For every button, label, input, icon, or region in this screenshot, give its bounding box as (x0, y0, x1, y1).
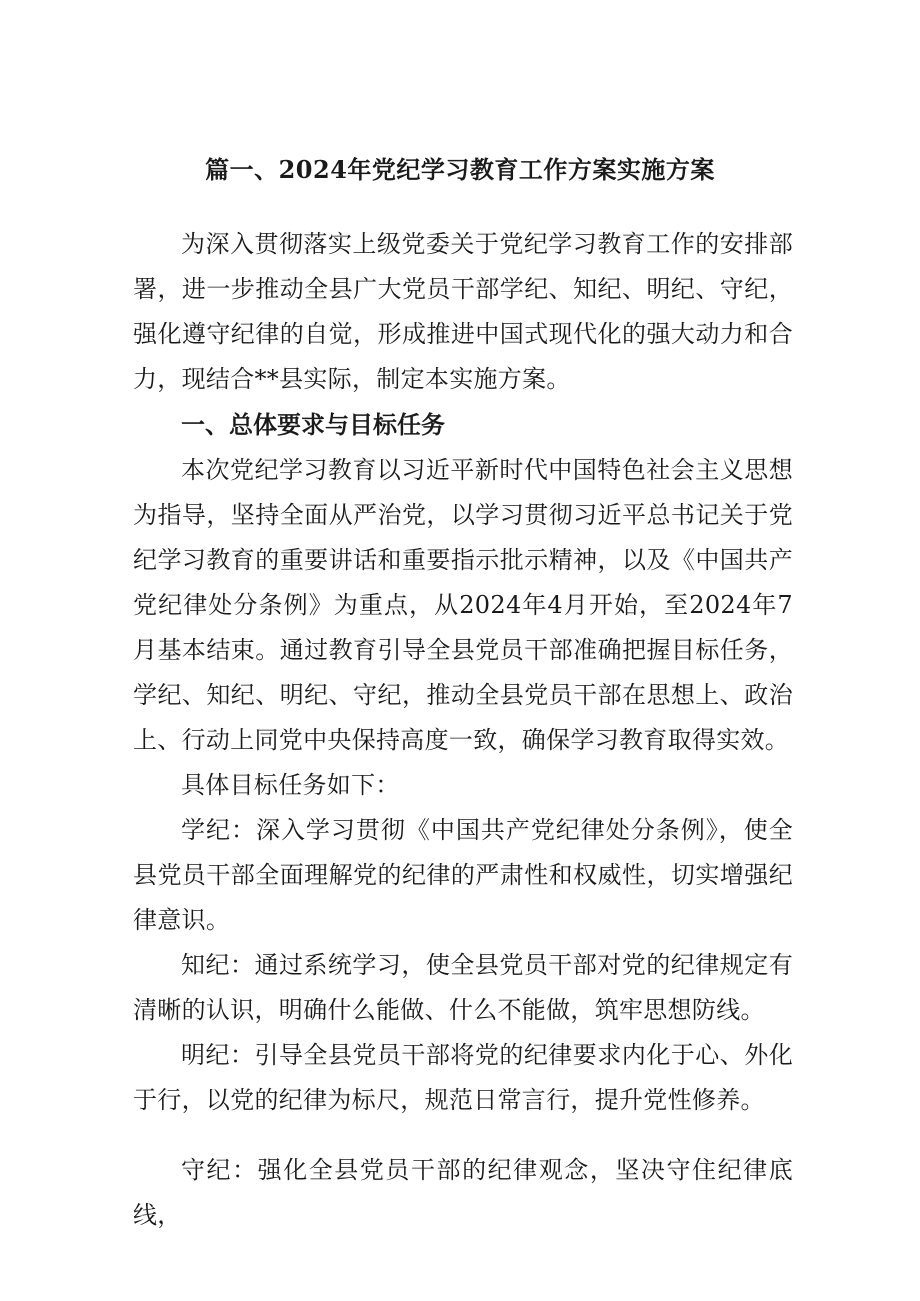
section-heading: 一、总体要求与目标任务 (181, 411, 445, 439)
document-title: 篇一、2024年党纪学习教育工作方案实施方案 (205, 155, 715, 184)
task-xueji-paragraph: 学纪：深入学习贯彻《中国共产党纪律处分条例》，使全县党员干部全面理解党的纪律的严肃性和权威性，切实增强纪律意识。 (133, 816, 793, 934)
overview-paragraph: 本次党纪学习教育以习近平新时代中国特色社会主义思想为指导，坚持全面从严治党，以学习贯彻习近平总书记关于党纪学习教育的重要讲话和重要指示批示精神，以及《中国共产党纪律处分条例》为重点，从2024年4月开始，至2024年7月基本结束。通过教育引导全县党员干部准确把握目标任务，学纪、知纪、明纪、守纪，推动全县党员干部在思想上、政治上、行动上同党中央保持高度一致，确保学习教育取得实效。 (133, 456, 793, 754)
intro-paragraph: 为深入贯彻落实上级党委关于党纪学习教育工作的安排部署，进一步推动全县广大党员干部学纪、知纪、明纪、守纪，强化遵守纪律的自觉，形成推进中国式现代化的强大动力和合力，现结合**县实际，制定本实施方案。 (133, 230, 793, 393)
tasks-intro-paragraph: 具体目标任务如下： (181, 771, 400, 799)
task-zhiji-paragraph: 知纪：通过系统学习，使全县党员干部对党的纪律规定有清晰的认识，明确什么能做、什么不能做，筑牢思想防线。 (133, 951, 793, 1024)
task-mingji-paragraph: 明纪：引导全县党员干部将党的纪律要求内化于心、外化于行，以党的纪律为标尺，规范日常言行，提升党性修养。 (133, 1041, 793, 1114)
task-shouji-paragraph: 守纪：强化全县党员干部的纪律观念，坚决守住纪律底线， (133, 1156, 793, 1229)
